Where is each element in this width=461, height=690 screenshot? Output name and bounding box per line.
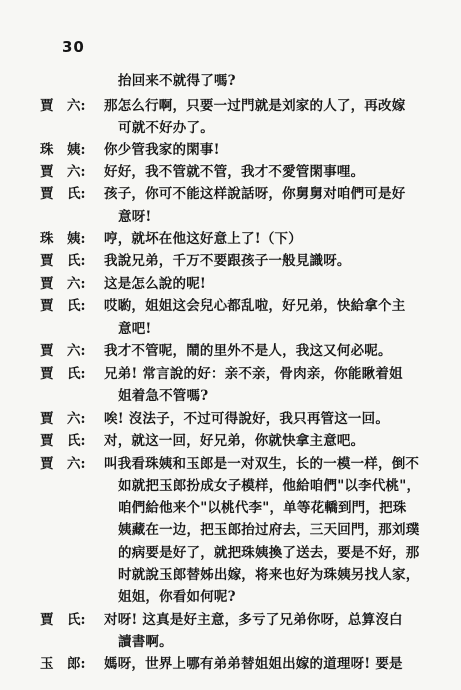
speaker-label: 珠 姨: — [40, 142, 86, 158]
speaker-label: 賈 六: — [40, 456, 86, 472]
dialogue-text: 这是怎么說的呢! — [104, 276, 207, 292]
dialogue-text: 我才不管呢，鬧的里外不是人，我这又何必呢。 — [104, 343, 392, 359]
dialogue-line — [0, 430, 461, 452]
speaker-label: 賈 氏: — [40, 186, 86, 202]
dialogue-text: 如就把玉郎扮成女子模样，他給咱們"以李代桃"， — [118, 478, 421, 494]
dialogue-text: 你少管我家的閑事! — [104, 142, 220, 158]
dialogue-text: 抬回来不就得了嗎? — [118, 73, 236, 89]
speaker-label: 賈 六: — [40, 164, 86, 180]
dialogue-text: 媽呀，世界上哪有弟弟替姐姐出嫁的道理呀! 要是 — [104, 656, 403, 672]
speaker-label: 珠 姨: — [40, 231, 86, 247]
dialogue-line — [0, 117, 461, 139]
dialogue-line — [0, 475, 461, 497]
dialogue-text: 姐着急不管嗎? — [118, 388, 209, 404]
dialogue-line — [0, 408, 461, 430]
dialogue-line — [0, 653, 461, 675]
dialogue-line — [0, 70, 461, 92]
speaker-label: 賈 氏: — [40, 253, 86, 269]
speaker-label: 賈 氏: — [40, 366, 86, 382]
speaker-label: 賈 氏: — [40, 298, 86, 314]
dialogue-text: 对，就这一回，好兄弟，你就快拿主意吧。 — [104, 433, 365, 449]
dialogue-text: 对呀! 这真是好主意，多亏了兄弟你呀，总算沒白 — [104, 612, 403, 628]
dialogue-text: 讀書啊。 — [118, 634, 173, 650]
speaker-label: 賈 六: — [40, 411, 86, 427]
dialogue-line — [0, 564, 461, 586]
dialogue-line — [0, 228, 461, 250]
dialogue-line — [0, 318, 461, 340]
dialogue-line — [0, 295, 461, 317]
dialogue-line — [0, 183, 461, 205]
dialogue-line — [0, 250, 461, 272]
speaker-label: 賈 氏: — [40, 612, 86, 628]
speaker-label: 賈 六: — [40, 276, 86, 292]
dialogue-text: 兄弟! 常言說的好：亲不亲，骨肉亲，你能瞅着姐 — [104, 366, 403, 382]
dialogue-text: 姐姐，你看如何呢? — [118, 589, 236, 605]
speaker-label: 玉 郎: — [40, 656, 86, 672]
dialogue-text: 的病要是好了，就把珠姨換了送去，要是不好，那 — [118, 545, 420, 561]
dialogue-text: 哎喲，姐姐这会兒心都乱啦，好兄弟，快給拿个主 — [104, 298, 406, 314]
speaker-label: 賈 六: — [40, 98, 86, 114]
dialogue-text: 咱們給他来个"以桃代李"，单等花轎到門，把珠 — [118, 500, 407, 516]
dialogue-line — [0, 453, 461, 475]
dialogue-line — [0, 542, 461, 564]
dialogue-text: 唉! 沒法子，不过可得說好，我只再管这一回。 — [104, 411, 390, 427]
dialogue-text: 孩子，你可不能这样說話呀，你舅舅对咱們可是好 — [104, 186, 406, 202]
dialogue-line — [0, 161, 461, 183]
dialogue-text: 好好，我不管就不管，我才不愛管閑事哩。 — [104, 164, 365, 180]
dialogue-line — [0, 631, 461, 653]
page-number: 30 — [62, 38, 85, 56]
speaker-label: 賈 六: — [40, 343, 86, 359]
dialogue-line — [0, 519, 461, 541]
dialogue-text: 我說兄弟，千万不要跟孩子一般見識呀。 — [104, 253, 351, 269]
dialogue-text: 时就說玉郎替姊出嫁，将来也好为珠姨另找人家， — [118, 567, 420, 583]
dialogue-text: 哼，就坏在他这好意上了!（下） — [104, 231, 302, 247]
dialogue-text: 可就不好办了。 — [118, 120, 214, 136]
dialogue-line — [0, 273, 461, 295]
dialogue-text: 意呀! — [118, 209, 152, 225]
speaker-label: 賈 氏: — [40, 433, 86, 449]
dialogue-line — [0, 95, 461, 117]
dialogue-text: 意吧! — [118, 321, 152, 337]
dialogue-line — [0, 139, 461, 161]
dialogue-line — [0, 363, 461, 385]
dialogue-line — [0, 385, 461, 407]
dialogue-line — [0, 609, 461, 631]
dialogue-line — [0, 586, 461, 608]
dialogue-text: 姨藏在一边，把玉郎抬过府去，三天回門，那刘璞 — [118, 522, 420, 538]
dialogue-text: 叫我看珠姨和玉郎是一对双生，长的一模一样，倒不 — [104, 456, 420, 472]
dialogue-line — [0, 497, 461, 519]
dialogue-line — [0, 206, 461, 228]
dialogue-text: 那怎么行啊，只要一过門就是刘家的人了，再改嫁 — [104, 98, 406, 114]
dialogue-line — [0, 340, 461, 362]
